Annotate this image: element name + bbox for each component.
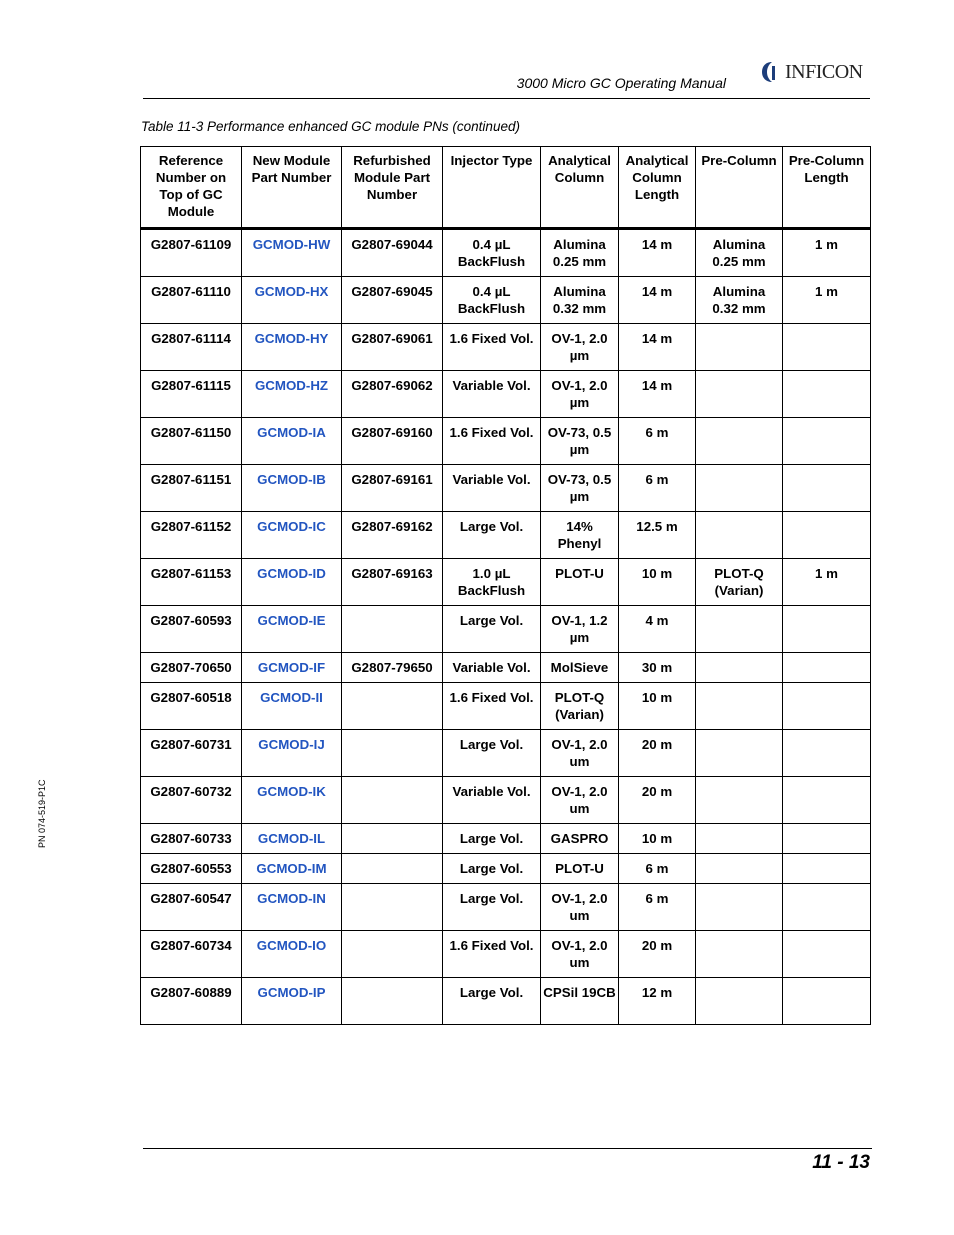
pre-column-length-cell bbox=[783, 606, 871, 653]
reference-number-cell: G2807-61153 bbox=[141, 559, 242, 606]
injector-type-cell: 1.6 Fixed Vol. bbox=[443, 683, 541, 730]
reference-number-cell: G2807-60734 bbox=[141, 931, 242, 978]
new-part-number-link[interactable]: GCMOD-IA bbox=[242, 418, 342, 465]
pre-column-length-cell bbox=[783, 824, 871, 854]
table-row bbox=[141, 277, 871, 324]
injector-type-cell: 1.6 Fixed Vol. bbox=[443, 324, 541, 371]
pre-column-length-cell bbox=[783, 371, 871, 418]
analytical-length-cell: 6 m bbox=[619, 884, 696, 931]
new-part-number-link[interactable]: GCMOD-IM bbox=[242, 854, 342, 884]
pre-column-length-cell bbox=[783, 418, 871, 465]
header-rule bbox=[143, 98, 870, 99]
refurbished-part-cell: G2807-69044 bbox=[342, 229, 443, 277]
injector-type-cell: Large Vol. bbox=[443, 978, 541, 1025]
pre-column-cell bbox=[696, 465, 783, 512]
pre-column-length-cell: 1 m bbox=[783, 559, 871, 606]
new-part-number-link[interactable]: GCMOD-HX bbox=[242, 277, 342, 324]
new-part-number-link[interactable]: GCMOD-IC bbox=[242, 512, 342, 559]
refurbished-part-cell: G2807-79650 bbox=[342, 653, 443, 683]
analytical-column-cell: PLOT-Q (Varian) bbox=[541, 683, 619, 730]
analytical-length-cell: 10 m bbox=[619, 559, 696, 606]
analytical-column-cell: OV-1, 2.0 µm bbox=[541, 324, 619, 371]
reference-number-cell: G2807-60889 bbox=[141, 978, 242, 1025]
pre-column-length-cell bbox=[783, 465, 871, 512]
analytical-column-cell: Alumina 0.25 mm bbox=[541, 229, 619, 277]
table-row bbox=[141, 978, 871, 1025]
new-part-number-link[interactable]: GCMOD-IK bbox=[242, 777, 342, 824]
injector-type-cell: 1.0 µL BackFlush bbox=[443, 559, 541, 606]
refurbished-part-cell: G2807-69160 bbox=[342, 418, 443, 465]
analytical-length-cell: 4 m bbox=[619, 606, 696, 653]
analytical-length-cell: 10 m bbox=[619, 824, 696, 854]
pre-column-length-cell bbox=[783, 931, 871, 978]
injector-type-cell: 0.4 µL BackFlush bbox=[443, 277, 541, 324]
injector-type-cell: 0.4 µL BackFlush bbox=[443, 229, 541, 277]
table-row bbox=[141, 683, 871, 730]
refurbished-part-cell bbox=[342, 854, 443, 884]
injector-type-cell: Large Vol. bbox=[443, 606, 541, 653]
table-header-row bbox=[141, 147, 871, 229]
injector-type-cell: Variable Vol. bbox=[443, 371, 541, 418]
refurbished-part-cell bbox=[342, 777, 443, 824]
analytical-column-cell: MolSieve bbox=[541, 653, 619, 683]
table-body bbox=[141, 229, 871, 1025]
col-header-pre-column: Pre-Column bbox=[696, 147, 783, 229]
new-part-number-link[interactable]: GCMOD-IO bbox=[242, 931, 342, 978]
analytical-length-cell: 20 m bbox=[619, 777, 696, 824]
analytical-column-cell: OV-1, 2.0 um bbox=[541, 730, 619, 777]
new-part-number-link[interactable]: GCMOD-IP bbox=[242, 978, 342, 1025]
document-pn-note: PN 074-519-P1C bbox=[37, 779, 47, 848]
table-row bbox=[141, 418, 871, 465]
analytical-column-cell: GASPRO bbox=[541, 824, 619, 854]
table-row bbox=[141, 229, 871, 277]
page-number: 11 - 13 bbox=[812, 1152, 870, 1173]
injector-type-cell: Large Vol. bbox=[443, 730, 541, 777]
col-header-analytical-length: Analytical Column Length bbox=[619, 147, 696, 229]
reference-number-cell: G2807-60547 bbox=[141, 884, 242, 931]
refurbished-part-cell: G2807-69162 bbox=[342, 512, 443, 559]
analytical-column-cell: OV-1, 1.2 µm bbox=[541, 606, 619, 653]
analytical-column-cell: PLOT-U bbox=[541, 559, 619, 606]
analytical-length-cell: 12.5 m bbox=[619, 512, 696, 559]
analytical-column-cell: Alumina 0.32 mm bbox=[541, 277, 619, 324]
new-part-number-link[interactable]: GCMOD-ID bbox=[242, 559, 342, 606]
col-header-analytical-column: Analytical Column bbox=[541, 147, 619, 229]
inficon-logo bbox=[760, 59, 863, 85]
table-row bbox=[141, 371, 871, 418]
refurbished-part-cell bbox=[342, 884, 443, 931]
new-part-number-link[interactable]: GCMOD-HY bbox=[242, 324, 342, 371]
pre-column-cell bbox=[696, 931, 783, 978]
pre-column-cell bbox=[696, 418, 783, 465]
footer-rule bbox=[143, 1148, 872, 1149]
pre-column-cell bbox=[696, 978, 783, 1025]
refurbished-part-cell bbox=[342, 730, 443, 777]
analytical-length-cell: 20 m bbox=[619, 931, 696, 978]
analytical-length-cell: 14 m bbox=[619, 229, 696, 277]
table-row bbox=[141, 324, 871, 371]
pre-column-cell bbox=[696, 683, 783, 730]
analytical-length-cell: 20 m bbox=[619, 730, 696, 777]
analytical-length-cell: 6 m bbox=[619, 854, 696, 884]
table-row bbox=[141, 854, 871, 884]
pre-column-length-cell bbox=[783, 978, 871, 1025]
reference-number-cell: G2807-60518 bbox=[141, 683, 242, 730]
pre-column-cell: PLOT-Q (Varian) bbox=[696, 559, 783, 606]
refurbished-part-cell: G2807-69045 bbox=[342, 277, 443, 324]
table-row bbox=[141, 653, 871, 683]
refurbished-part-cell bbox=[342, 683, 443, 730]
new-part-number-link[interactable]: GCMOD-IF bbox=[242, 653, 342, 683]
table-row bbox=[141, 512, 871, 559]
refurbished-part-cell bbox=[342, 606, 443, 653]
analytical-column-cell: OV-1, 2.0 um bbox=[541, 884, 619, 931]
pre-column-length-cell: 1 m bbox=[783, 277, 871, 324]
logo-text: INFICON bbox=[785, 60, 863, 83]
reference-number-cell: G2807-60553 bbox=[141, 854, 242, 884]
table-row bbox=[141, 824, 871, 854]
new-part-number-link[interactable]: GCMOD-IE bbox=[242, 606, 342, 653]
injector-type-cell: Large Vol. bbox=[443, 512, 541, 559]
analytical-length-cell: 6 m bbox=[619, 465, 696, 512]
analytical-column-cell: 14% Phenyl bbox=[541, 512, 619, 559]
analytical-length-cell: 14 m bbox=[619, 277, 696, 324]
pre-column-length-cell bbox=[783, 653, 871, 683]
pre-column-cell bbox=[696, 653, 783, 683]
reference-number-cell: G2807-61115 bbox=[141, 371, 242, 418]
new-part-number-link[interactable]: GCMOD-IB bbox=[242, 465, 342, 512]
analytical-column-cell: OV-73, 0.5 µm bbox=[541, 465, 619, 512]
pre-column-cell: Alumina 0.25 mm bbox=[696, 229, 783, 277]
pre-column-length-cell bbox=[783, 683, 871, 730]
reference-number-cell: G2807-61109 bbox=[141, 229, 242, 277]
refurbished-part-cell bbox=[342, 978, 443, 1025]
pre-column-length-cell bbox=[783, 730, 871, 777]
manual-title: 3000 Micro GC Operating Manual bbox=[516, 75, 726, 91]
pre-column-cell bbox=[696, 324, 783, 371]
table-row bbox=[141, 559, 871, 606]
module-pn-table bbox=[140, 146, 871, 1025]
injector-type-cell: Large Vol. bbox=[443, 824, 541, 854]
analytical-length-cell: 14 m bbox=[619, 324, 696, 371]
injector-type-cell: 1.6 Fixed Vol. bbox=[443, 931, 541, 978]
new-part-number-link[interactable]: GCMOD-IJ bbox=[242, 730, 342, 777]
reference-number-cell: G2807-60593 bbox=[141, 606, 242, 653]
refurbished-part-cell: G2807-69062 bbox=[342, 371, 443, 418]
pre-column-cell bbox=[696, 371, 783, 418]
table-caption: Table 11-3 Performance enhanced GC module PNs (continued) bbox=[141, 119, 520, 134]
analytical-length-cell: 30 m bbox=[619, 653, 696, 683]
injector-type-cell: Large Vol. bbox=[443, 884, 541, 931]
injector-type-cell: Variable Vol. bbox=[443, 653, 541, 683]
new-part-number-link[interactable]: GCMOD-HW bbox=[242, 229, 342, 277]
reference-number-cell: G2807-60733 bbox=[141, 824, 242, 854]
col-header-new-part: New Module Part Number bbox=[242, 147, 342, 229]
pre-column-cell: Alumina 0.32 mm bbox=[696, 277, 783, 324]
inficon-logo-icon bbox=[760, 60, 784, 84]
refurbished-part-cell: G2807-69061 bbox=[342, 324, 443, 371]
injector-type-cell: 1.6 Fixed Vol. bbox=[443, 418, 541, 465]
pre-column-length-cell bbox=[783, 324, 871, 371]
reference-number-cell: G2807-61110 bbox=[141, 277, 242, 324]
reference-number-cell: G2807-61152 bbox=[141, 512, 242, 559]
analytical-column-cell: OV-73, 0.5 µm bbox=[541, 418, 619, 465]
reference-number-cell: G2807-70650 bbox=[141, 653, 242, 683]
pre-column-cell bbox=[696, 884, 783, 931]
analytical-column-cell: CPSil 19CB bbox=[541, 978, 619, 1025]
pre-column-cell bbox=[696, 512, 783, 559]
reference-number-cell: G2807-60731 bbox=[141, 730, 242, 777]
refurbished-part-cell bbox=[342, 824, 443, 854]
injector-type-cell: Large Vol. bbox=[443, 854, 541, 884]
table-row bbox=[141, 606, 871, 653]
refurbished-part-cell: G2807-69161 bbox=[342, 465, 443, 512]
new-part-number-link[interactable]: GCMOD-HZ bbox=[242, 371, 342, 418]
col-header-pre-column-length: Pre-Column Length bbox=[783, 147, 871, 229]
analytical-length-cell: 10 m bbox=[619, 683, 696, 730]
pre-column-cell bbox=[696, 606, 783, 653]
injector-type-cell: Variable Vol. bbox=[443, 777, 541, 824]
analytical-length-cell: 12 m bbox=[619, 978, 696, 1025]
new-part-number-link[interactable]: GCMOD-IL bbox=[242, 824, 342, 854]
table-row bbox=[141, 884, 871, 931]
analytical-column-cell: OV-1, 2.0 um bbox=[541, 931, 619, 978]
new-part-number-link[interactable]: GCMOD-IN bbox=[242, 884, 342, 931]
pre-column-length-cell bbox=[783, 777, 871, 824]
pre-column-length-cell: 1 m bbox=[783, 229, 871, 277]
pre-column-cell bbox=[696, 824, 783, 854]
table-row bbox=[141, 730, 871, 777]
table-row bbox=[141, 465, 871, 512]
reference-number-cell: G2807-61151 bbox=[141, 465, 242, 512]
pre-column-cell bbox=[696, 777, 783, 824]
injector-type-cell: Variable Vol. bbox=[443, 465, 541, 512]
table-row bbox=[141, 931, 871, 978]
reference-number-cell: G2807-61114 bbox=[141, 324, 242, 371]
col-header-reference: Reference Number on Top of GC Module bbox=[141, 147, 242, 229]
table-row bbox=[141, 777, 871, 824]
col-header-refurbished-part: Refurbished Module Part Number bbox=[342, 147, 443, 229]
pre-column-length-cell bbox=[783, 512, 871, 559]
col-header-injector-type: Injector Type bbox=[443, 147, 541, 229]
pre-column-length-cell bbox=[783, 854, 871, 884]
new-part-number-link[interactable]: GCMOD-II bbox=[242, 683, 342, 730]
refurbished-part-cell: G2807-69163 bbox=[342, 559, 443, 606]
analytical-column-cell: OV-1, 2.0 um bbox=[541, 777, 619, 824]
analytical-length-cell: 6 m bbox=[619, 418, 696, 465]
analytical-column-cell: OV-1, 2.0 µm bbox=[541, 371, 619, 418]
analytical-column-cell: PLOT-U bbox=[541, 854, 619, 884]
reference-number-cell: G2807-61150 bbox=[141, 418, 242, 465]
reference-number-cell: G2807-60732 bbox=[141, 777, 242, 824]
pre-column-cell bbox=[696, 854, 783, 884]
refurbished-part-cell bbox=[342, 931, 443, 978]
analytical-length-cell: 14 m bbox=[619, 371, 696, 418]
pre-column-length-cell bbox=[783, 884, 871, 931]
pre-column-cell bbox=[696, 730, 783, 777]
